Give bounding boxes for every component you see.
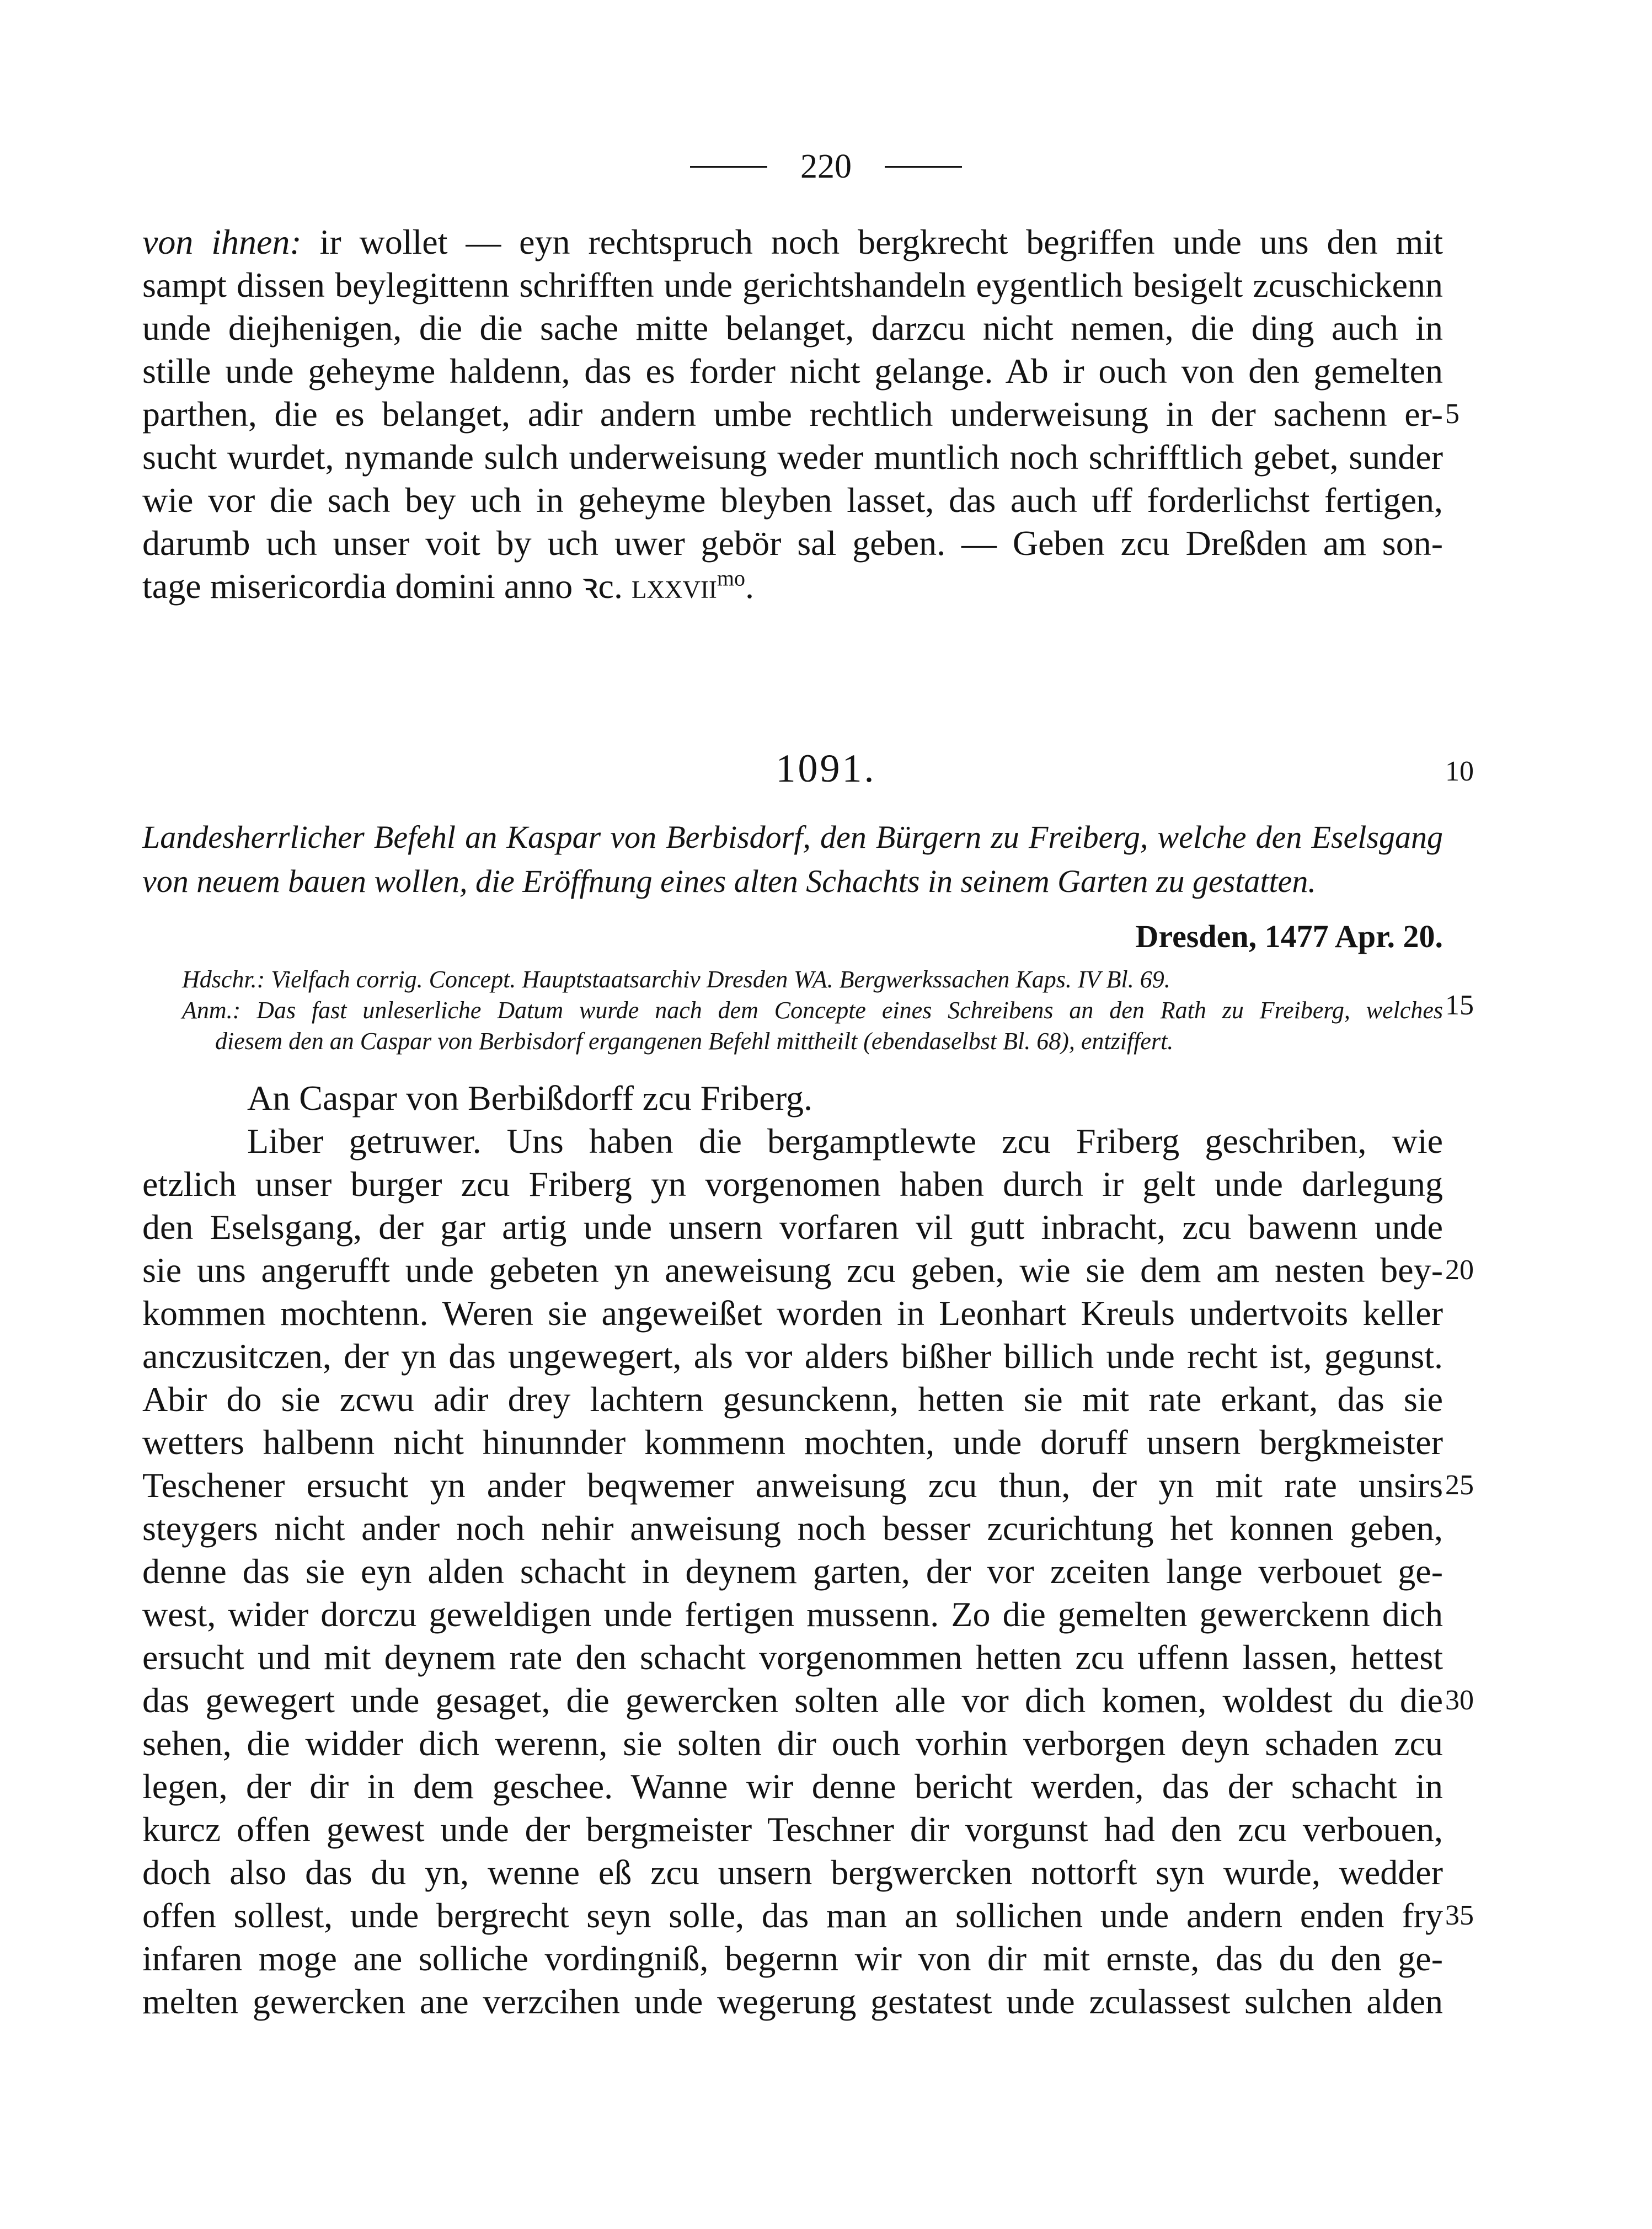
regest-line: Landesherrlicher Befehl an Kaspar von Berbisdorf, den Bürgern zu Freiberg, welche den Eselsgang [142, 819, 1443, 855]
continuation-text [142, 221, 1443, 608]
line-number: 5 [1445, 398, 1459, 430]
address-line: An Caspar von Berbißdorff zcu Friberg. [247, 1078, 812, 1118]
text-line: offen sollest, unde bergrecht seyn solle, das man an sollichen unde andern enden fry [142, 1896, 1443, 1935]
text-line: legen, der dir in dem geschee. Wanne wir denne bericht werden, das der schacht in [142, 1767, 1443, 1806]
text-line: anczusitczen, der yn das ungewegert, als vor alders bißher billich unde recht ist, gegunst. [142, 1337, 1443, 1376]
line-number: 30 [1445, 1685, 1474, 1716]
text-line [142, 221, 1443, 264]
text-line: doch also das du yn, wenne eß zcu unsern bergwercken nottorft syn wurde, wedder [142, 1853, 1443, 1892]
annotation-note: Anm.: Das fast unleserliche Datum wurde nach dem Concepte eines Schreibens an den Rath zu Freiberg, welches [182, 997, 1443, 1024]
text-line: kommen mochtenn. Weren sie angeweißet worden in Leonhart Kreuls undertvoits keller [142, 1293, 1443, 1333]
text-line: steygers nicht ander noch nehir anweisung noch besser zcurichtung het konnen geben, [142, 1509, 1443, 1548]
text-line: sampt dissen beylegittenn schrifften unde gerichtshandeln eygentlich besigelt zcuschickenn [142, 265, 1443, 304]
letter-body [142, 1077, 1443, 2023]
annotation-note-continued: diesem den an Caspar von Berbisdorf ergangenen Befehl mittheilt (ebendaselbst Bl. 68), entziffert. [215, 1028, 1174, 1055]
header-dash-left [690, 166, 767, 168]
text-line: sucht wurdet, nymande sulch underweisung weder muntlich noch schrifftlich gebet, sunder [142, 437, 1443, 477]
source-notes [182, 964, 1443, 1057]
text-line: Liber getruwer. Uns haben die bergamptlewte zcu Friberg geschriben, wie [247, 1121, 1443, 1161]
line-number: 15 [1445, 990, 1474, 1021]
text-line: wetters halbenn nicht hinunnder kommenn mochten, unde doruff unsern bergkmeister [142, 1423, 1443, 1462]
line-number: 10 [1445, 756, 1474, 787]
text-line: ersucht und mit deynem rate den schacht vorgenommen hetten zcu uffenn lassen, hettest [142, 1638, 1443, 1677]
text-line: wie vor die sach bey uch in geheyme bleyben lasset, das auch uff forderlichst fertigen, [142, 480, 1443, 520]
text-line: unde diejhenigen, die die sache mitte belanget, darzcu nicht nemen, die ding auch in [142, 308, 1443, 348]
text-line: Teschener ersucht yn ander beqwemer anweisung zcu thun, der yn mit rate unsirs [142, 1466, 1443, 1505]
line-rest: ir wollet — eyn rechtspruch noch bergkrecht begriffen unde uns den mit [319, 222, 1444, 261]
italic-phrase: von ihnen: [142, 222, 302, 261]
roman-year: lxxvii [631, 566, 717, 606]
page-number: 220 [800, 147, 852, 185]
text-line: den Eselsgang, der gar artig unde unsern vorfaren vil gutt inbracht, zcu bawenn unde [142, 1207, 1443, 1247]
closing-text: tage misericordia domini anno ꝛc. [142, 566, 623, 606]
manuscript-note: Hdschr.: Vielfach corrig. Concept. Hauptstaatsarchiv Dresden WA. Bergwerkssachen Kaps. IV Bl. 69. [182, 966, 1170, 993]
text-line: melten gewercken ane verzcihen unde wegerung gestatest unde zculassest sulchen alden [142, 1982, 1443, 2021]
text-line: das gewegert unde gesaget, die gewercken solten alle vor dich komen, woldest du die [142, 1681, 1443, 1720]
text-line: infaren moge ane solliche vordingniß, begernn wir von dir mit ernste, das du den ge- [142, 1939, 1443, 1978]
page-header [0, 145, 1652, 189]
line-number: 20 [1445, 1254, 1474, 1286]
text-line: parthen, die es belanget, adir andern umbe rechtlich underweisung in der sachenn er- [142, 394, 1443, 434]
text-line: kurcz offen gewest unde der bergmeister Teschner dir vorgunst had den zcu verbouen, [142, 1810, 1443, 1849]
text-line: sie uns angerufft unde gebeten yn aneweisung zcu geben, wie sie dem am nesten bey- [142, 1250, 1443, 1290]
document-date: Dresden, 1477 Apr. 20. [1135, 918, 1443, 954]
text-line: sehen, die widder dich werenn, sie solten dir ouch vorhin verborgen deyn schaden zcu [142, 1724, 1443, 1763]
line-number: 25 [1445, 1469, 1474, 1501]
text-line: Abir do sie zcwu adir drey lachtern gesunckenn, hetten sie mit rate erkant, das sie [142, 1380, 1443, 1419]
closing-period: . [745, 566, 755, 606]
text-line: stille unde geheyme haldenn, das es forder nicht gelange. Ab ir ouch von den gemelten [142, 351, 1443, 391]
text-line-last [142, 565, 1443, 608]
text-line: etzlich unser burger zcu Friberg yn vorgenomen haben durch ir gelt unde darlegung [142, 1164, 1443, 1204]
year-superscript: mo [717, 565, 746, 591]
line-number: 35 [1445, 1900, 1474, 1931]
regest-line: von neuem bauen wollen, die Eröffnung eines alten Schachts in seinem Garten zu gestatten. [142, 863, 1316, 899]
header-dash-right [885, 166, 962, 168]
text-line: darumb uch unser voit by uch uwer gebör sal geben. — Geben zcu Dreßden am son- [142, 523, 1443, 563]
text-line: denne das sie eyn alden schacht in deynem garten, der vor zceiten lange verbouet ge- [142, 1552, 1443, 1591]
document-number: 1091. [776, 746, 876, 790]
regest [142, 815, 1443, 904]
text-line: west, wider dorczu geweldigen unde fertigen mussenn. Zo die gemelten gewerckenn dich [142, 1595, 1443, 1634]
